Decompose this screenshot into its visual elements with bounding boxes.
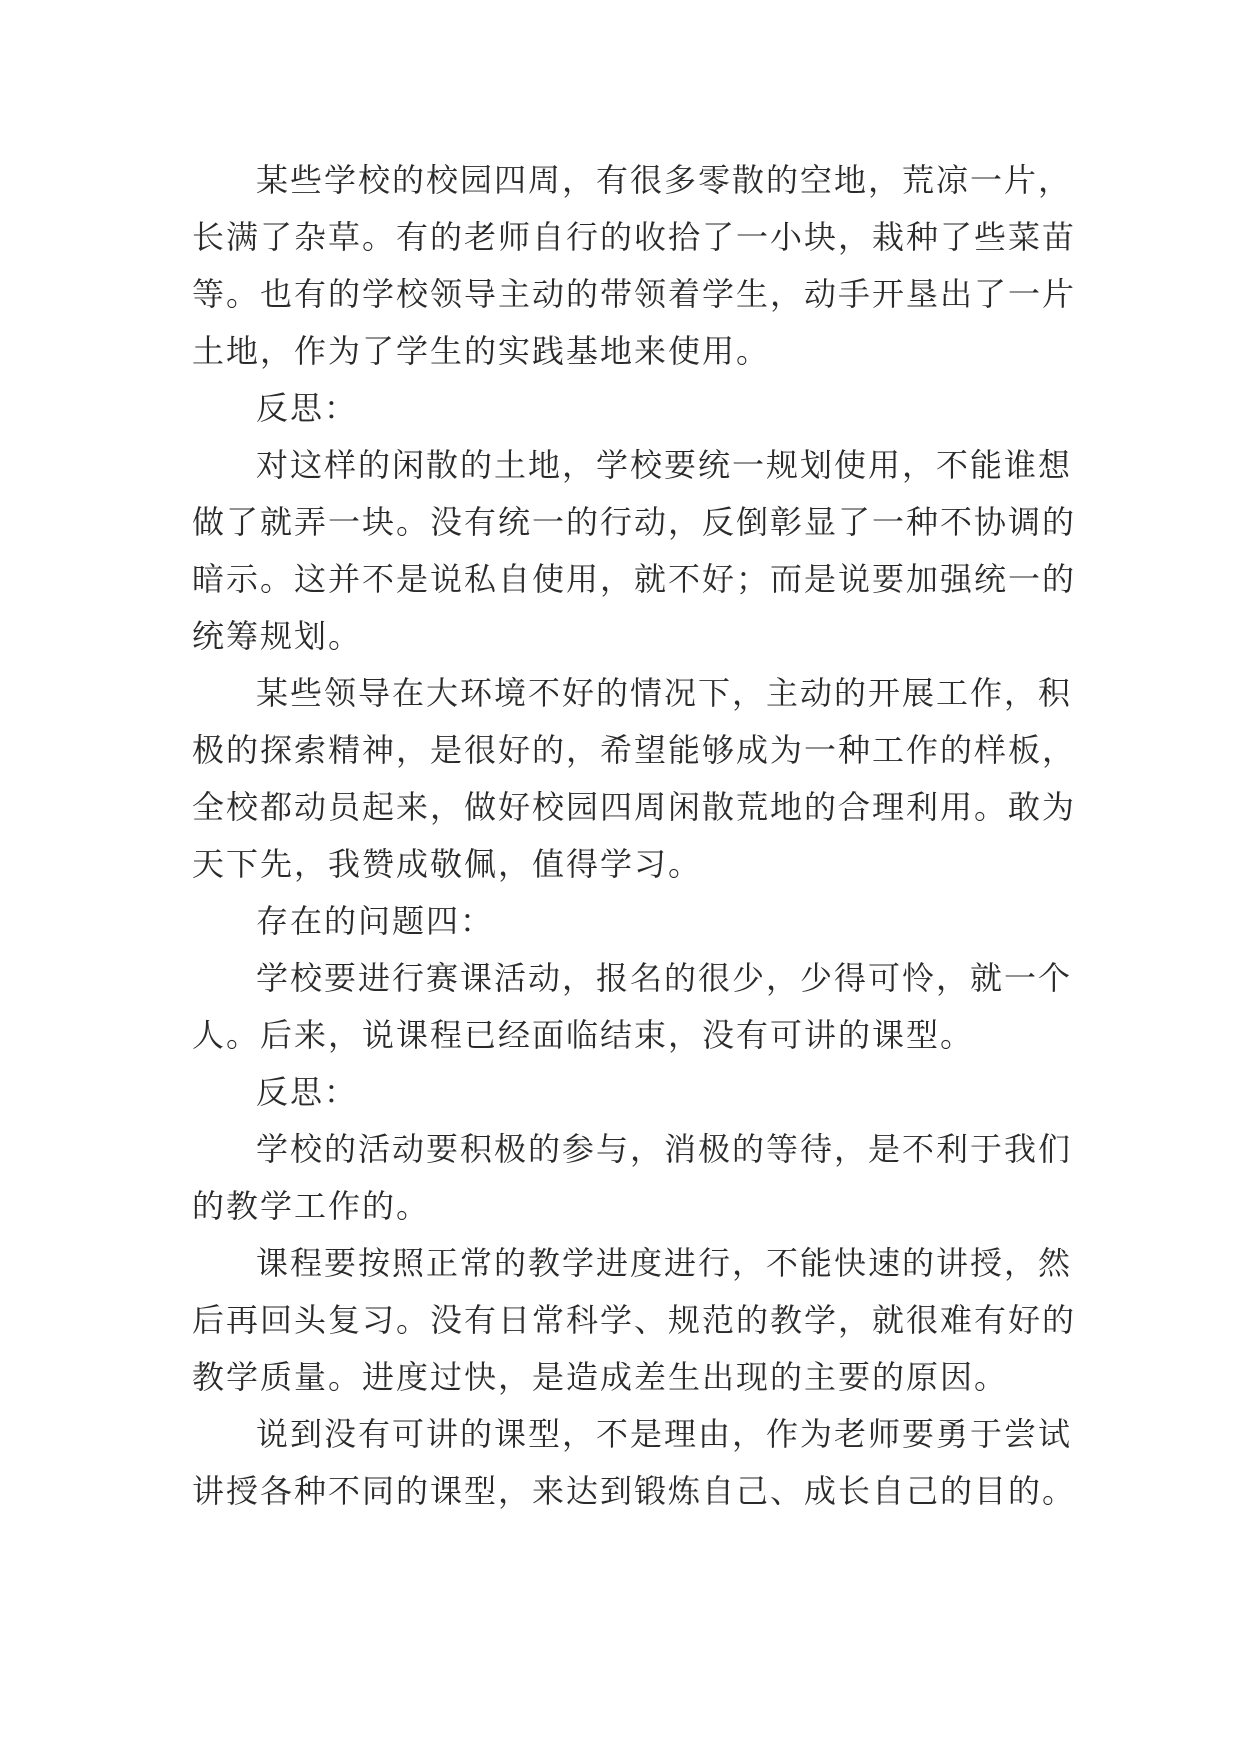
text-line: 讲授各种不同的课型，来达到锻炼自己、成长自己的目的。 <box>192 1472 1077 1510</box>
paragraph-reflection-heading-2 <box>192 1064 1072 1121</box>
text-line: 反思： <box>256 389 359 427</box>
text-line: 全校都动员起来，做好校园四周闲散荒地的合理利用。敢为 <box>192 788 1077 826</box>
text-line: 做了就弄一块。没有统一的行动，反倒彰显了一种不协调的 <box>192 503 1077 541</box>
text-line: 土地，作为了学生的实践基地来使用。 <box>192 332 771 370</box>
paragraph-1 <box>192 152 1077 380</box>
paragraph-problem-heading <box>192 893 1072 950</box>
paragraph-10 <box>192 1406 1077 1520</box>
text-line: 某些学校的校园四周，有很多零散的空地，荒凉一片， <box>256 161 1073 199</box>
paragraph-8 <box>192 1121 1072 1235</box>
text-line: 后再回头复习。没有日常科学、规范的教学，就很难有好的 <box>192 1301 1077 1339</box>
text-line: 学校要进行赛课活动，报名的很少，少得可怜，就一个 <box>256 959 1073 997</box>
paragraph-6 <box>192 950 1072 1064</box>
text-line: 说到没有可讲的课型，不是理由，作为老师要勇于尝试 <box>256 1415 1073 1453</box>
text-line: 统筹规划。 <box>192 617 363 655</box>
paragraph-4 <box>192 665 1077 893</box>
text-line: 等。也有的学校领导主动的带领着学生，动手开垦出了一片 <box>192 275 1077 313</box>
text-line: 对这样的闲散的土地，学校要统一规划使用，不能谁想 <box>256 446 1073 484</box>
paragraph-9 <box>192 1235 1077 1406</box>
text-line: 反思： <box>256 1073 359 1111</box>
text-line: 某些领导在大环境不好的情况下，主动的开展工作，积 <box>256 674 1073 712</box>
text-line: 人。后来，说课程已经面临结束，没有可讲的课型。 <box>192 1016 975 1054</box>
text-line: 学校的活动要积极的参与，消极的等待，是不利于我们 <box>256 1130 1073 1168</box>
text-line: 课程要按照正常的教学进度进行，不能快速的讲授，然 <box>256 1244 1073 1282</box>
text-line: 教学质量。进度过快，是造成差生出现的主要的原因。 <box>192 1358 1009 1396</box>
text-line: 极的探索精神，是很好的，希望能够成为一种工作的样板， <box>192 731 1077 769</box>
text-line: 长满了杂草。有的老师自行的收拾了一小块，栽种了些菜苗 <box>192 218 1077 256</box>
paragraph-reflection-heading <box>192 380 1072 437</box>
document-body <box>192 152 1077 1520</box>
text-line: 天下先，我赞成敬佩，值得学习。 <box>192 845 703 883</box>
text-line: 暗示。这并不是说私自使用，就不好；而是说要加强统一的 <box>192 560 1077 598</box>
text-line: 的教学工作的。 <box>192 1187 431 1225</box>
text-line: 存在的问题四： <box>256 902 495 940</box>
paragraph-3 <box>192 437 1077 665</box>
